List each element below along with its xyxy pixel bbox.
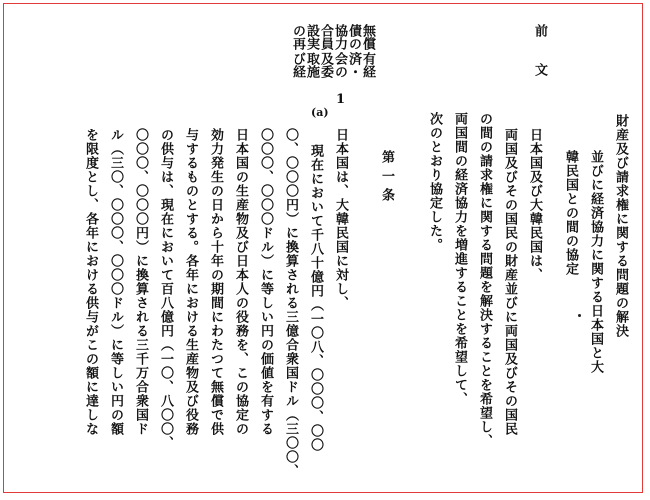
article-number: 1 [336, 92, 346, 107]
article-line-9: 〇〇〇、〇〇〇円）に換算される三千万合衆国ド [133, 128, 148, 436]
preamble-heading: 前文 [532, 24, 547, 102]
annotation-line: 有経 [360, 52, 375, 78]
agreement-title-line-3: 韓民国との間の協定 [563, 150, 578, 276]
preamble-line-5: 次のとおり協定した。 [427, 112, 442, 252]
annotation-line: 及委 [318, 52, 333, 78]
annotation-line: 無償 [360, 24, 375, 50]
annotation-line: び経 [290, 52, 305, 78]
article-line-4: 〇〇〇、〇〇〇ドル）に等しい円の価値を有する [258, 128, 273, 436]
article-line-3: 〇、〇〇〇円）に換算される三億合衆国ドル（三〇〇、 [283, 128, 298, 478]
article-line-6: 効力発生の日から十年の期間にわたつて無償で供 [208, 128, 223, 436]
article-line-2: 現在において千八十億円（一〇八、〇〇〇、〇〇 [308, 144, 323, 452]
preamble-line-1: 日本国及び大韓民国は、 [527, 128, 542, 282]
subparagraph-label: (a) [311, 106, 329, 119]
preamble-line-4: 両国間の経済協力を増進することを希望して、 [452, 112, 467, 406]
article-line-1: 日本国は、大韓民国に対し、 [333, 128, 348, 310]
annotation-line: 取施 [304, 52, 319, 78]
article-line-5: 日本国の生産物及び日本人の役務を、この協定の [233, 128, 248, 436]
article-line-10: ル（三〇、〇〇〇、〇〇〇ドル）に等しい円の額 [108, 128, 123, 436]
preamble-line-3: の間の請求権に関する問題を解決することを希望し、 [477, 112, 492, 448]
article-line-11: を限度とし、各年における供与がこの額に達しな [83, 128, 98, 436]
annotation-line: 設実 [304, 24, 319, 50]
article-line-7: 与するものとする。各年における生産物及び役務 [183, 128, 198, 436]
annotation-line: 会の [332, 52, 347, 78]
preamble-line-2: 両国及びその国民の財産並びに両国及びその国民 [502, 128, 517, 436]
article-line-8: の供与は、現在において百八億円（一〇、八〇〇、 [158, 128, 173, 450]
agreement-title-line-1: 財産及び請求権に関する問題の解決 [613, 114, 628, 338]
punctuation-mark [578, 314, 581, 317]
annotation-line: 合員 [318, 24, 333, 50]
agreement-title-line-2: 並びに経済協力に関する日本国と大 [588, 150, 603, 374]
article-heading: 第一条 [379, 150, 394, 207]
annotation-line: の再 [290, 24, 305, 50]
annotation-line: 債の [346, 24, 361, 50]
annotation-line: 協力 [332, 24, 347, 50]
annotation-line: 済・ [346, 52, 361, 78]
